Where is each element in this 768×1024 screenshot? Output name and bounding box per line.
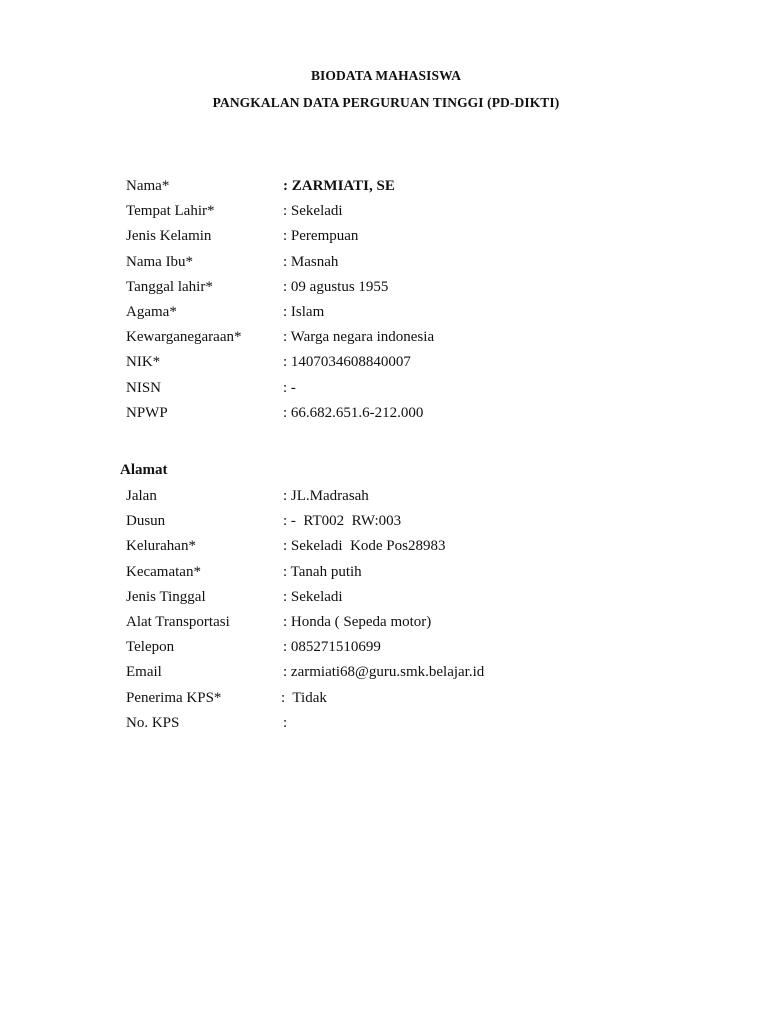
label-agama: Agama* (126, 303, 177, 320)
label-nik: NIK* (126, 354, 161, 371)
document-subtitle: PANGKALAN DATA PERGURUAN TINGGI (PD-DIKTI) (212, 95, 560, 110)
row-nama (126, 176, 686, 201)
row-email (126, 662, 686, 687)
label-alat-transportasi: Alat Transportasi (126, 613, 230, 630)
label-dusun: Dusun (126, 513, 166, 530)
row-npwp (126, 403, 686, 428)
value-nik: : 1407034608840007 (283, 354, 411, 371)
label-kewarganegaraan: Kewarganegaraan* (126, 329, 242, 346)
row-nisn (126, 378, 686, 403)
label-nama-ibu: Nama Ibu* (126, 253, 194, 270)
value-no-kps: : (283, 714, 288, 731)
value-nisn: : - (283, 379, 296, 396)
value-telepon: : 085271510699 (283, 639, 381, 656)
label-kelurahan: Kelurahan* (126, 538, 196, 555)
value-jenis-kelamin: : Perempuan (283, 228, 359, 245)
row-dusun (126, 511, 686, 536)
label-npwp: NPWP (126, 404, 168, 421)
row-nama-ibu (126, 252, 686, 277)
value-kecamatan: : Tanah putih (283, 563, 362, 580)
value-jalan: : JL.Madrasah (283, 488, 369, 504)
label-telepon: Telepon (126, 639, 175, 656)
value-kewarganegaraan: : Warga negara indonesia (283, 329, 435, 346)
label-nama: Nama* (126, 178, 170, 194)
address-section (126, 486, 686, 738)
label-no-kps: No. KPS (126, 714, 180, 731)
value-nama: : ZARMIATI, SE (283, 178, 395, 194)
label-tanggal-lahir: Tanggal lahir* (126, 278, 213, 295)
row-jenis-kelamin (126, 226, 686, 251)
row-kecamatan (126, 562, 686, 587)
row-penerima-kps (126, 688, 686, 713)
personal-data-section (126, 176, 686, 428)
row-no-kps (126, 713, 686, 738)
label-jalan: Jalan (126, 488, 157, 504)
label-kecamatan: Kecamatan* (126, 563, 201, 580)
value-email: : zarmiati68@guru.smk.belajar.id (283, 664, 485, 681)
row-alat-transportasi (126, 612, 686, 637)
value-dusun: : - RT002 RW:003 (283, 513, 402, 530)
label-tempat-lahir: Tempat Lahir* (126, 203, 215, 220)
row-jalan (126, 486, 686, 511)
label-nisn: NISN (126, 379, 162, 396)
row-tanggal-lahir (126, 277, 686, 302)
row-nik (126, 352, 686, 377)
value-tanggal-lahir: : 09 agustus 1955 (283, 278, 389, 295)
row-kelurahan (126, 536, 686, 561)
label-jenis-kelamin: Jenis Kelamin (126, 228, 212, 245)
row-agama (126, 302, 686, 327)
value-penerima-kps: : Tidak (281, 689, 327, 706)
address-heading: Alamat (120, 462, 168, 478)
row-kewarganegaraan (126, 327, 686, 352)
value-npwp: : 66.682.651.6-212.000 (283, 404, 424, 421)
row-telepon (126, 637, 686, 662)
row-jenis-tinggal (126, 587, 686, 612)
value-kelurahan: : Sekeladi Kode Pos28983 (283, 538, 446, 555)
value-jenis-tinggal: : Sekeladi (283, 588, 343, 605)
value-alat-transportasi: : Honda ( Sepeda motor) (283, 613, 432, 630)
document-title: BIODATA MAHASISWA (310, 68, 462, 83)
value-agama: : Islam (283, 303, 325, 320)
label-jenis-tinggal: Jenis Tinggal (126, 588, 206, 605)
label-penerima-kps: Penerima KPS* (126, 689, 222, 706)
value-nama-ibu: : Masnah (283, 253, 339, 270)
row-tempat-lahir (126, 201, 686, 226)
label-email: Email (126, 664, 162, 681)
value-tempat-lahir: : Sekeladi (283, 203, 343, 220)
